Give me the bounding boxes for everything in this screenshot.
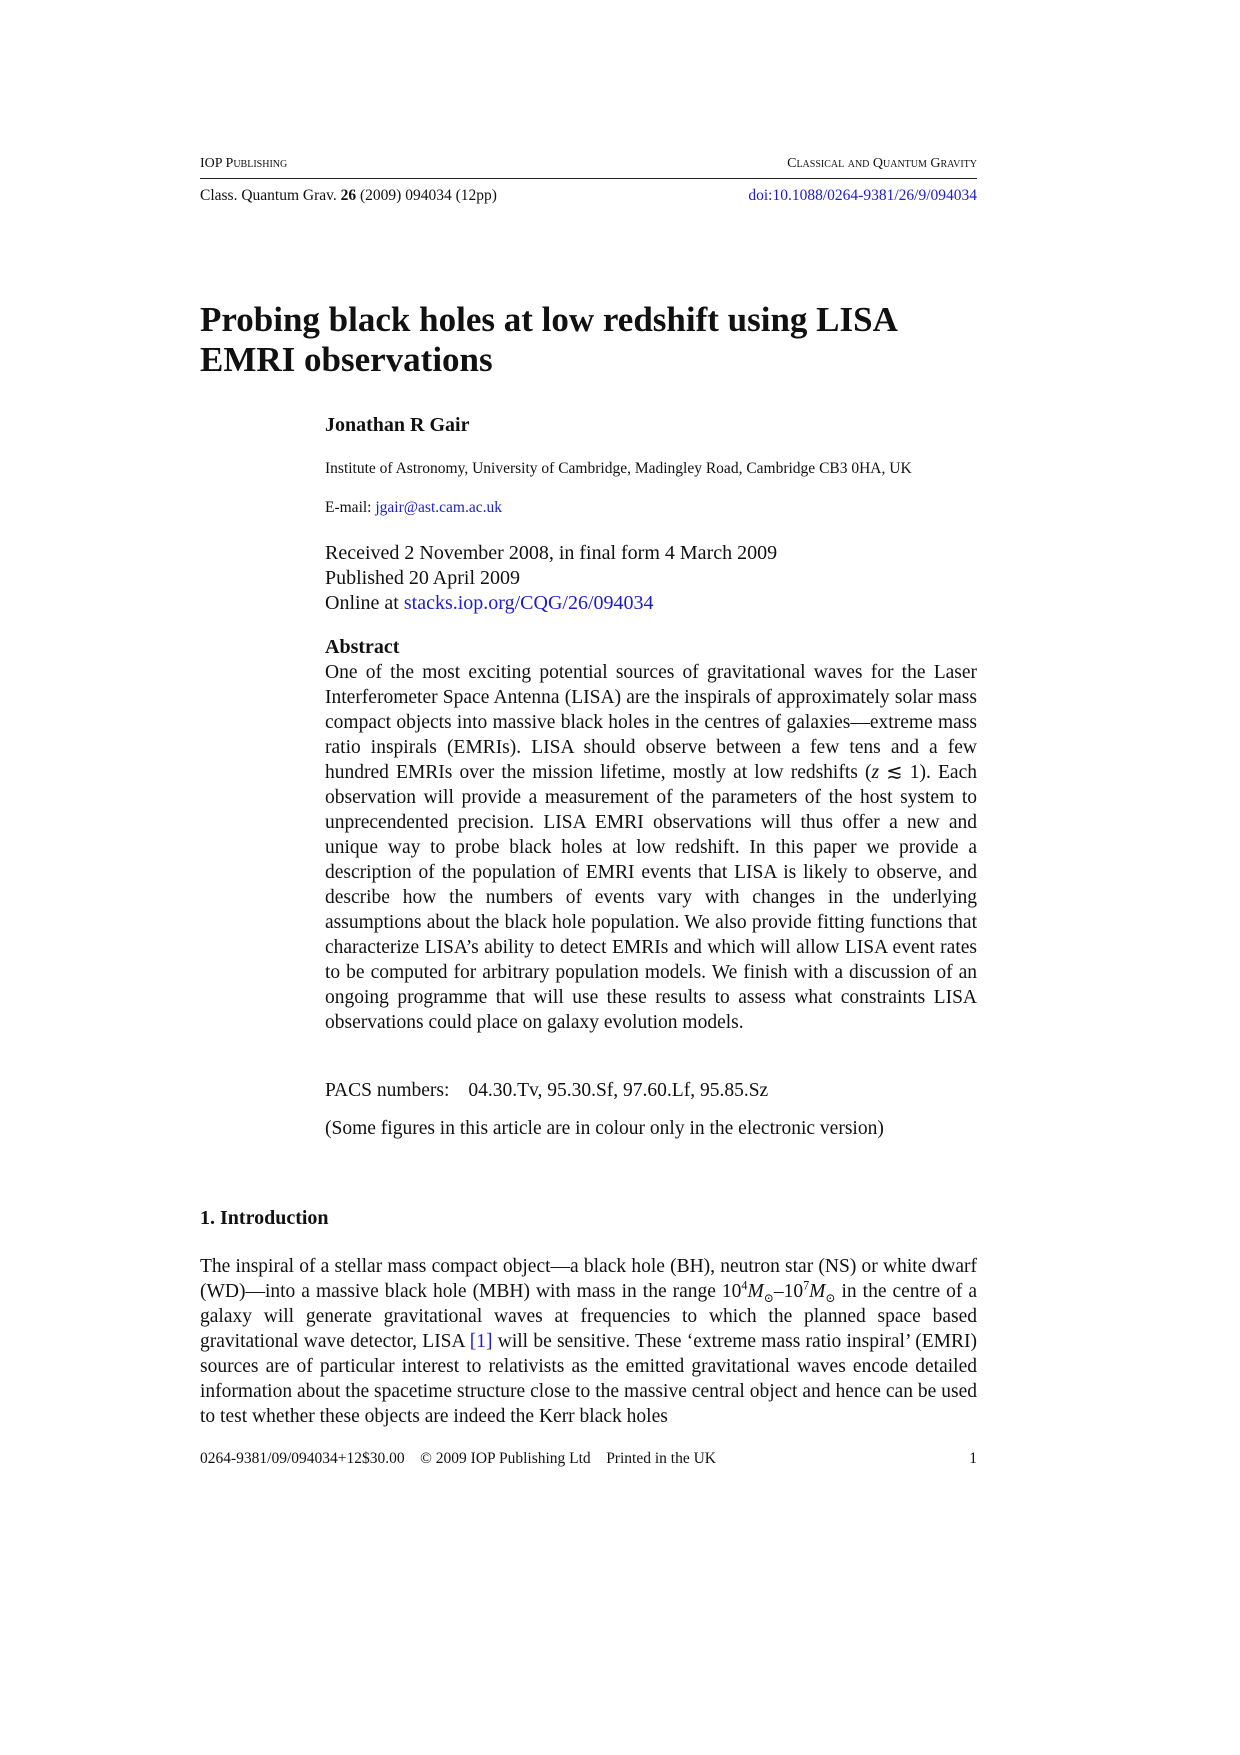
citation-prefix: Class. Quantum Grav. (200, 187, 337, 204)
abstract-part-1: One of the most exciting potential sources of gravitational waves for the Laser Interferometer Space Antenna (LISA) are the inspirals of approximately solar mass compact objects into massive black holes in the centres of galaxies—extreme mass ratio inspirals (EMRIs). LISA should observe between a few tens and a few hundred EMRIs over the mission lifetime, mostly at low redshifts ( (325, 662, 977, 783)
reference-link-1[interactable]: [1] (469, 1331, 493, 1352)
published-date: Published 20 April 2009 (325, 567, 521, 589)
citation-volume: 26 (340, 187, 357, 204)
introduction-paragraph (200, 1254, 977, 1429)
journal-name: Classical and Quantum Gravity (787, 156, 977, 171)
header-rule (200, 178, 977, 179)
intro-part-1: The inspiral of a stellar mass compact object—a black hole (BH), neutron star (NS) or white dwarf (WD)—into a massive black hole (MBH) with mass in the range (200, 1256, 977, 1302)
online-link[interactable]: stacks.iop.org/CQG/26/094034 (403, 592, 654, 614)
email-label: E-mail: (325, 499, 372, 516)
footer-copyright: © 2009 IOP Publishing Ltd (420, 1450, 591, 1467)
received-date: Received 2 November 2008, in final form 4 March 2009 (325, 542, 778, 564)
footer-printed: Printed in the UK (606, 1450, 716, 1467)
online-line (325, 591, 777, 616)
colour-note: (Some figures in this article are in colour only in the electronic version) (325, 1118, 884, 1139)
email-link[interactable]: jgair@ast.cam.ac.uk (375, 499, 502, 516)
publication-dates (325, 541, 777, 616)
section-heading-introduction: 1. Introduction (200, 1207, 329, 1229)
footer-issn: 0264-9381/09/094034+12$30.00 (200, 1450, 405, 1467)
footer-info (200, 1450, 716, 1468)
author-affiliation: Institute of Astronomy, University of Cambridge, Madingley Road, Cambridge CB3 0HA, UK (325, 460, 912, 477)
pacs-line (325, 1080, 768, 1102)
redshift-symbol: z (871, 762, 880, 783)
redshift-bound: ≲ 1 (879, 762, 920, 783)
doi-link[interactable]: doi:10.1088/0264-9381/26/9/094034 (748, 187, 977, 204)
abstract-part-2: ). Each observation will provide a measurement of the parameters of the host system to unprecendented precision. LISA EMRI observations will thus offer a new and unique way to probe black holes at low redshift. In this paper we provide a description of the population of EMRI events that LISA is likely to observe, and describe how the numbers of events vary with changes in the underlying assumptions about the black hole population. We also provide fitting functions that characterize LISA’s ability to detect EMRIs and which will allow LISA event rates to be computed for arbitrary population models. We finish with a discussion of an ongoing programme that will use these results to assess what constraints LISA observations could place on galaxy evolution models. (325, 762, 977, 1033)
pacs-values: 04.30.Tv, 95.30.Sf, 97.60.Lf, 95.85.Sz (468, 1080, 769, 1101)
online-label: Online at (325, 592, 399, 614)
pacs-label: PACS numbers: (325, 1080, 450, 1101)
citation-line (200, 187, 497, 205)
publisher-name: IOP Publishing (200, 156, 288, 171)
author-name: Jonathan R Gair (325, 414, 470, 436)
paper-title: Probing black holes at low redshift using LISA EMRI observations (200, 300, 896, 379)
intro-part-2: in the centre of a galaxy will generate gravitational waves at frequencies to which the planned space based gravitational wave detector, LISA (200, 1281, 978, 1352)
page-number: 1 (969, 1450, 977, 1467)
abstract-heading: Abstract (325, 636, 400, 658)
intro-part-3: will be sensitive. These ‘extreme mass ratio inspiral’ (EMRI) sources are of particular interest to relativists as the emitted gravitational waves encode detailed information about the spacetime structure close to the massive central object and hence can be used to test whether these objects are indeed the Kerr black holes (200, 1331, 977, 1427)
abstract-text (325, 660, 977, 1035)
mass-range: $10^4M_⊙-10^7M_⊙$ (721, 1278, 836, 1305)
citation-suffix: (2009) 094034 (12pp) (360, 187, 497, 204)
email-line (325, 499, 502, 517)
